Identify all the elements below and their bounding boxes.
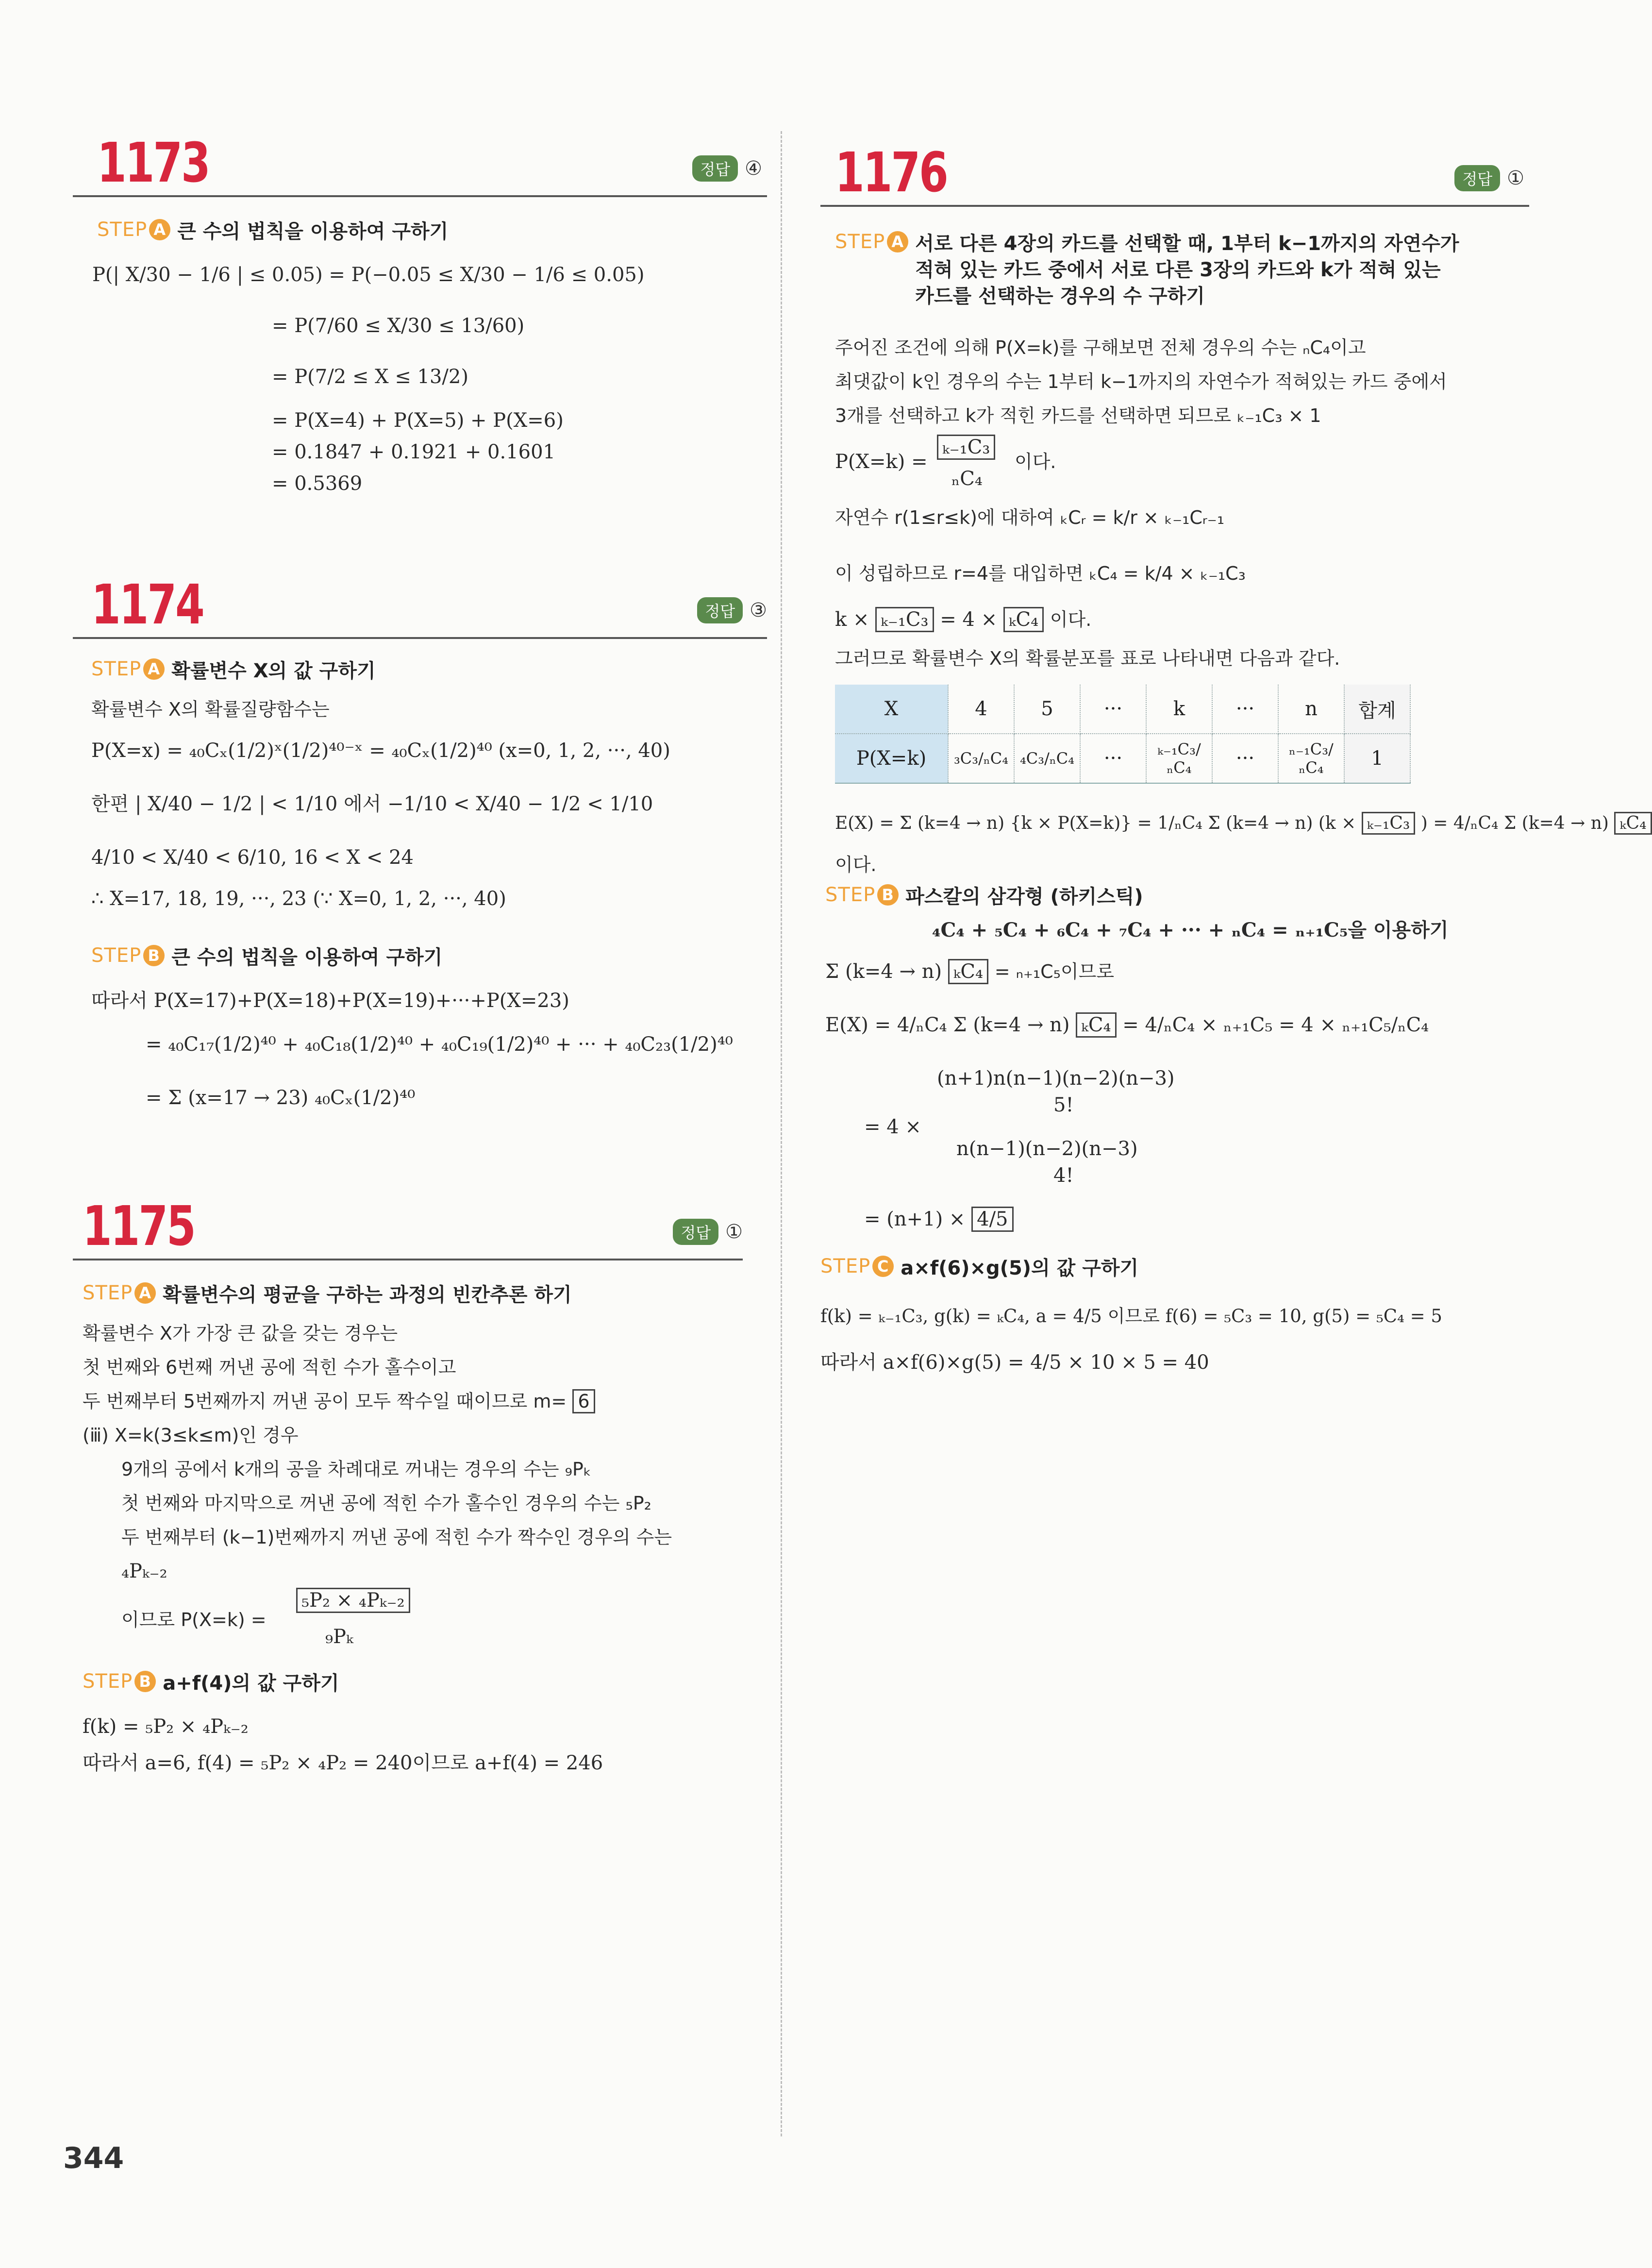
step-title: 큰 수의 법칙을 이용하여 구하기: [171, 946, 443, 969]
table-cell: ···: [1212, 685, 1278, 734]
column-divider: [781, 131, 782, 2136]
table-cell: P(X=k): [835, 734, 948, 783]
step-a: [835, 231, 1459, 309]
step-letter-icon: C: [872, 1256, 894, 1277]
text-line: 확률변수 X의 확률질량함수는: [91, 699, 330, 720]
step-title: 확률변수 X의 값 구하기: [171, 660, 376, 682]
problem-1173: [73, 132, 767, 554]
step-title: a×f(6)×g(5)의 값 구하기: [901, 1257, 1139, 1279]
table-cell: X: [835, 685, 948, 734]
table-cell: ₖ₋₁C₃/ₙC₄: [1146, 734, 1212, 783]
answer-badge: 정답: [692, 155, 738, 182]
step-label: STEP C: [820, 1255, 894, 1277]
math-line: E(X) = Σ (k=4 → n) {k × P(X=k)} = 1/ₙC₄ Σ (k=4 → n) (k × ₖ₋₁C₃ ) = 4/ₙC₄ Σ (k=4 → n) ₖC₄: [835, 811, 1652, 836]
math-line: Σ (k=4 → n) ₖC₄ = ₙ₊₁C₅이므로: [825, 959, 1114, 984]
step-title: 서로 다른 4장의 카드를 선택할 때, 1부터 k−1까지의 자연수가 적혀 있는 카드 중에서 서로 다른 3장의 카드와 k가 적혀 있는 카드를 선택하는 경우의 수 구하기: [915, 233, 1459, 307]
table-cell: 1: [1344, 734, 1410, 783]
math-line: 따라서 a=6, f(4) = ₅P₂ × ₄P₂ = 240이므로 a+f(4) = 246: [83, 1752, 603, 1774]
text-line: (ⅲ) X=k(3≤k≤m)인 경우: [83, 1425, 299, 1446]
step-label: STEP B: [825, 884, 899, 906]
table-cell: ···: [1080, 734, 1146, 783]
blank-box: ₖ₋₁C₃: [1362, 812, 1416, 835]
page-number: 344: [63, 2141, 124, 2175]
step-letter-icon: A: [143, 658, 165, 680]
text-line: 이다.: [835, 854, 877, 875]
math-line: ∴ X=17, 18, 19, ···, 23 (∵ X=0, 1, 2, ···, 40): [91, 888, 506, 910]
blank-box: 6: [572, 1389, 595, 1413]
problem-number: 1173: [97, 132, 209, 195]
answer-value: ①: [1507, 167, 1524, 189]
text-line: 3개를 선택하고 k가 적힌 카드를 선택하면 되므로 ₖ₋₁C₃ × 1: [835, 405, 1321, 426]
step-b: [83, 1670, 339, 1697]
answer-badge: 정답: [697, 597, 743, 623]
step-a: [91, 658, 376, 684]
text-line: 첫 번째와 마지막으로 꺼낸 공에 적힌 수가 홀수인 경우의 수는 ₅P₂: [121, 1493, 651, 1514]
step-letter-icon: A: [887, 231, 908, 252]
table-cell: 5: [1014, 685, 1080, 734]
step-label: STEP A: [97, 218, 170, 241]
text-line: 이 성립하므로 r=4를 대입하면 ₖC₄ = k/4 × ₖ₋₁C₃: [835, 563, 1246, 584]
table-cell: ₄C₃/ₙC₄: [1014, 734, 1080, 783]
table-row: [835, 685, 1410, 734]
step-title: 큰 수의 법칙을 이용하여 구하기: [177, 220, 449, 243]
step-label: STEP A: [83, 1282, 156, 1304]
fraction-denominator: 5!: [1053, 1094, 1074, 1116]
problem-number: 1176: [835, 141, 947, 204]
title-rule: [73, 1259, 743, 1260]
text-line: 주어진 조건에 의해 P(X=k)를 구해보면 전체 경우의 수는 ₙC₄이고: [835, 337, 1366, 358]
math-line: 따라서 P(X=17)+P(X=18)+P(X=19)+···+P(X=23): [91, 990, 569, 1012]
answer-value: ①: [725, 1221, 743, 1243]
table-cell: 4: [948, 685, 1014, 734]
problem-number: 1174: [91, 573, 203, 637]
math-line: f(k) = ₅P₂ × ₄Pₖ₋₂: [83, 1715, 249, 1738]
step-a: [97, 218, 448, 245]
step-label: STEP B: [91, 944, 165, 967]
step-letter-icon: A: [134, 1282, 156, 1304]
step-label: STEP A: [835, 231, 908, 253]
text-line: 이므로 P(X=k) =: [121, 1609, 267, 1630]
math-line: = (n+1) × 4/5: [864, 1207, 1014, 1232]
math-line: ₄C₄ + ₅C₄ + ₆C₄ + ₇C₄ + ··· + ₙC₄ = ₙ₊₁C₅을 이용하기: [932, 919, 1449, 941]
table-cell: k: [1146, 685, 1212, 734]
blank-box: ₖC₄: [948, 959, 988, 984]
table-cell: ₃C₃/ₙC₄: [948, 734, 1014, 783]
step-letter-icon: B: [143, 945, 165, 966]
fraction-denominator: ₙC₄: [951, 468, 983, 490]
math-line: P(| X/30 − 1/6 | ≤ 0.05) = P(−0.05 ≤ X/30 − 1/6 ≤ 0.05): [92, 264, 645, 286]
math-line: k × ₖ₋₁C₃ = 4 × ₖC₄ 이다.: [835, 607, 1091, 632]
step-a: [83, 1282, 572, 1308]
fraction-denominator: 4!: [1053, 1164, 1074, 1187]
step-title: 확률변수의 평균을 구하는 과정의 빈칸추론 하기: [163, 1284, 572, 1306]
step-label: STEP A: [91, 658, 165, 680]
blank-box: ₖC₄: [1003, 607, 1044, 632]
step-label: STEP B: [83, 1670, 156, 1693]
text-line: 9개의 공에서 k개의 공을 차례대로 꺼내는 경우의 수는 ₉Pₖ: [121, 1459, 592, 1480]
fraction-numerator: ₖ₋₁C₃: [937, 435, 995, 460]
step-b: [825, 884, 1143, 910]
answer-box: [697, 597, 767, 623]
text-line: 최댓값이 k인 경우의 수는 1부터 k−1까지의 자연수가 적혀있는 카드 중에서: [835, 371, 1447, 392]
table-cell: ···: [1212, 734, 1278, 783]
answer-box: [1454, 165, 1524, 191]
answer-box: [673, 1219, 743, 1245]
problem-1176: [820, 141, 1647, 1408]
problem-1174: [73, 573, 767, 1160]
answer-value: ③: [750, 599, 767, 622]
step-letter-icon: B: [877, 884, 899, 906]
math-line: E(X) = 4/ₙC₄ Σ (k=4 → n) ₖC₄ = 4/ₙC₄ × ₙ₊₁C₅ = 4 × ₙ₊₁C₅/ₙC₄: [825, 1012, 1429, 1038]
math-line: P(X=k) =: [835, 451, 928, 473]
text-line: 두 번째부터 5번째까지 꺼낸 공이 모두 짝수일 때이므로 m= 6: [83, 1389, 595, 1414]
title-rule: [820, 205, 1529, 207]
blank-box: ₖ₋₁C₃: [875, 607, 934, 632]
math-line: = P(7/2 ≤ X ≤ 13/2): [272, 366, 468, 388]
answer-badge: 정답: [673, 1219, 718, 1245]
math-line: = P(X=4) + P(X=5) + P(X=6): [272, 409, 564, 432]
fraction-denominator: ₉Pₖ: [325, 1626, 353, 1648]
table-cell: n: [1278, 685, 1344, 734]
text-line: 자연수 r(1≤r≤k)에 대하여 ₖCᵣ = k/r × ₖ₋₁Cᵣ₋₁: [835, 507, 1225, 528]
title-rule: [73, 195, 767, 197]
blank-box: 4/5: [971, 1207, 1013, 1232]
title-rule: [73, 637, 767, 639]
step-c: [820, 1255, 1138, 1281]
probability-table: [835, 685, 1411, 784]
math-line: = 0.5369: [272, 472, 363, 495]
answer-value: ④: [745, 157, 762, 180]
math-line: P(X=x) = ₄₀Cₓ(1/2)ˣ(1/2)⁴⁰⁻ˣ = ₄₀Cₓ(1/2)⁴⁰ (x=0, 1, 2, ···, 40): [91, 739, 670, 762]
fraction-numerator: n(n−1)(n−2)(n−3): [956, 1138, 1138, 1160]
math-line: = 4 ×: [864, 1116, 921, 1138]
step-letter-icon: A: [149, 219, 170, 240]
fraction-numerator: (n+1)n(n−1)(n−2)(n−3): [937, 1067, 1175, 1090]
math-line: f(k) = ₖ₋₁C₃, g(k) = ₖC₄, a = 4/5 이므로 f(6) = ₅C₃ = 10, g(5) = ₅C₄ = 5: [820, 1306, 1442, 1327]
step-title: 파스칼의 삼각형 (하키스틱): [905, 886, 1143, 908]
blank-box: ₖC₄: [1614, 812, 1652, 835]
math-line: = Σ (x=17 → 23) ₄₀Cₓ(1/2)⁴⁰: [146, 1087, 416, 1109]
math-line: 4/10 < X/40 < 6/10, 16 < X < 24: [91, 846, 414, 869]
step-b: [91, 944, 442, 971]
answer-box: [692, 155, 762, 182]
math-line: = ₄₀C₁₇(1/2)⁴⁰ + ₄₀C₁₈(1/2)⁴⁰ + ₄₀C₁₉(1/2)⁴⁰ + ··· + ₄₀C₂₃(1/2)⁴⁰: [146, 1033, 733, 1056]
problem-1175: [73, 1195, 767, 1801]
text-line: 확률변수 X가 가장 큰 값을 갖는 경우는: [83, 1323, 398, 1344]
table-cell: ···: [1080, 685, 1146, 734]
step-letter-icon: B: [134, 1671, 156, 1692]
text-line: 그러므로 확률변수 X의 확률분포를 표로 나타내면 다음과 같다.: [835, 648, 1340, 669]
math-line: = 0.1847 + 0.1921 + 0.1601: [272, 441, 556, 463]
table-cell: ₙ₋₁C₃/ₙC₄: [1278, 734, 1344, 783]
math-line: ₄Pₖ₋₂: [121, 1560, 167, 1582]
text-line: 두 번째부터 (k−1)번째까지 꺼낸 공에 적힌 수가 짝수인 경우의 수는: [121, 1527, 672, 1548]
problem-number: 1175: [83, 1195, 195, 1258]
answer-badge: 정답: [1454, 165, 1500, 191]
table-row: [835, 734, 1410, 783]
math-line: 따라서 a×f(6)×g(5) = 4/5 × 10 × 5 = 40: [820, 1351, 1209, 1374]
step-title: a+f(4)의 값 구하기: [163, 1672, 339, 1695]
text-line: 첫 번째와 6번째 꺼낸 공에 적힌 수가 홀수이고: [83, 1357, 456, 1378]
blank-box: ₖC₄: [1076, 1012, 1116, 1038]
fraction-numerator: ₅P₂ × ₄Pₖ₋₂: [296, 1588, 410, 1613]
table-cell: 합계: [1344, 685, 1410, 734]
math-line: 한편 | X/40 − 1/2 | < 1/10 에서 −1/10 < X/40 − 1/2 < 1/10: [91, 793, 653, 815]
math-line: = P(7/60 ≤ X/30 ≤ 13/60): [272, 315, 525, 337]
text-line: 이다.: [1015, 451, 1056, 472]
